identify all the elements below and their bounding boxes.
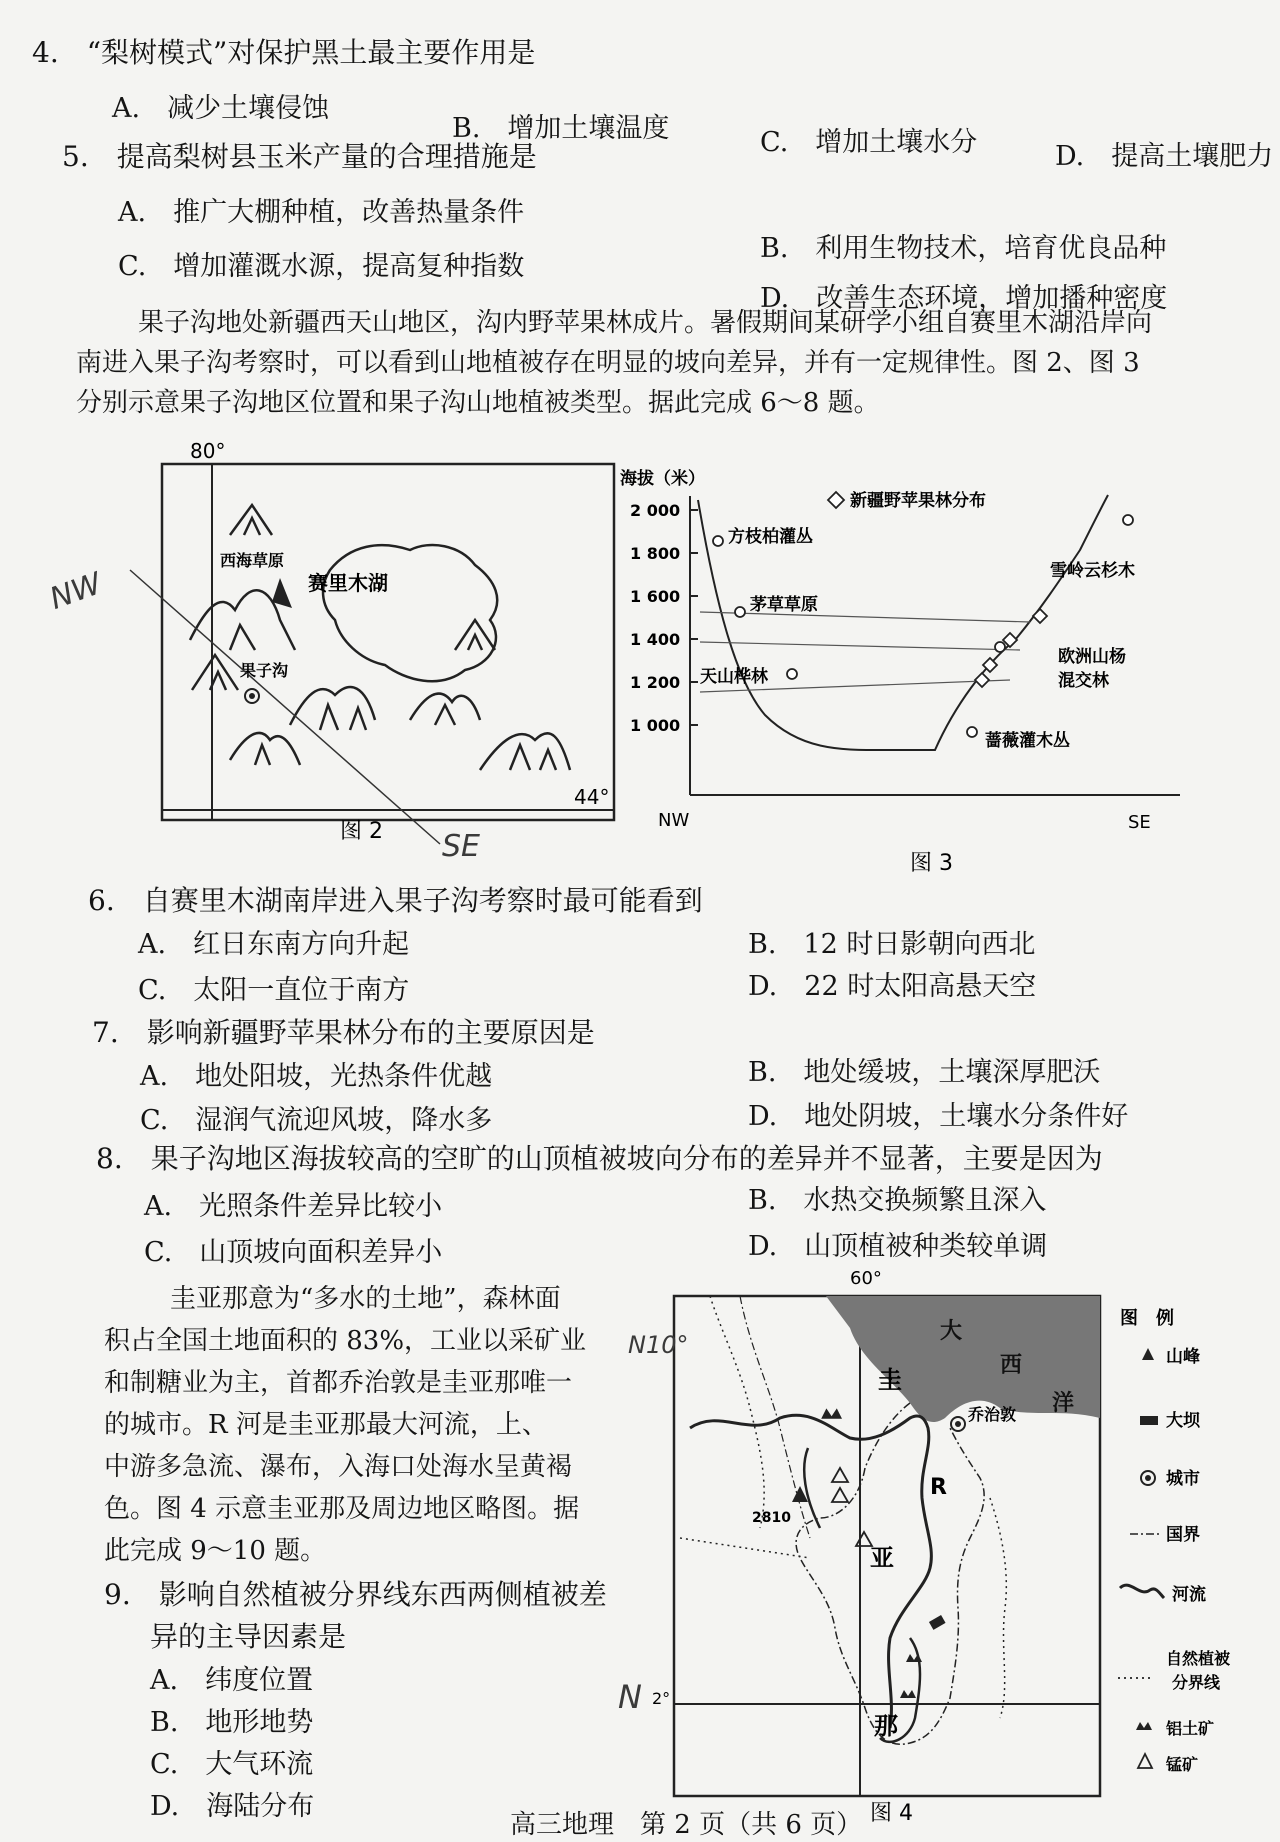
fig3-ytick-label: 1 200	[630, 673, 681, 692]
q9-option-c: C. 大气环流	[150, 1749, 314, 1780]
q6-option-d: D. 22 时太阳高悬天空	[748, 971, 1037, 1002]
q7-stem: 7. 影响新疆野苹果林分布的主要原因是	[92, 1016, 595, 1049]
fig4-legend-city: 城市	[1166, 1469, 1200, 1489]
q4-stem: 4. “梨树模式”对保护黑土最主要作用是	[32, 36, 536, 69]
fig2-arrow	[272, 578, 292, 608]
q7-option-d: D. 地处阴坡，土壤水分条件好	[748, 1101, 1129, 1132]
q4-option-b: B. 增加土壤温度	[452, 113, 670, 144]
q6-stem: 6. 自赛里木湖南岸进入果子沟考察时最可能看到	[88, 884, 703, 917]
intro-9-10-line-3: 和制糖业为主，首都乔治敦是圭亚那唯一	[104, 1368, 573, 1398]
q6-option-b: B. 12 时日影朝向西北	[748, 929, 1036, 960]
fig4-caption: 图 4	[870, 1801, 913, 1826]
fig3-x-right: SE	[1128, 812, 1151, 833]
q8-option-a: A. 光照条件差异比较小	[144, 1191, 443, 1222]
q5-option-a: A. 推广大棚种植，改善热量条件	[118, 197, 525, 228]
intro-9-10-line-1: 圭亚那意为“多水的土地”，森林面	[170, 1284, 561, 1314]
fig4-river-label: R	[930, 1475, 947, 1500]
sayram-lake	[323, 545, 497, 681]
fig4-capital-label: 乔治敦	[968, 1405, 1017, 1424]
fig4-country-3: 那	[874, 1712, 898, 1740]
fig3-label-mixed: 混交林	[1058, 671, 1109, 691]
page-footer: 高三地理 第 2 页（共 6 页）	[510, 1810, 863, 1840]
fig3-label-rose: 蔷薇灌木丛	[985, 731, 1070, 751]
q8-option-b: B. 水热交换频繁且深入	[748, 1185, 1047, 1216]
fig3-ylabel: 海拔（米）	[620, 469, 705, 489]
intro-9-10-line-2: 积占全国土地面积的 83%，工业以采矿业	[104, 1326, 587, 1356]
q4-option-d: D. 提高土壤肥力	[1055, 141, 1274, 172]
q8-option-c: C. 山顶坡向面积差异小	[144, 1237, 443, 1268]
intro-9-10-line-7: 此完成 9～10 题。	[104, 1536, 327, 1566]
fig4-peak-label: 2810	[752, 1510, 791, 1526]
fig2-lake-label: 赛里木湖	[308, 571, 388, 595]
fig3-caption: 图 3	[910, 851, 953, 876]
q7-option-a: A. 地处阳坡，光热条件优越	[140, 1061, 493, 1092]
q5-option-b: B. 利用生物技术，培育优良品种	[760, 233, 1167, 264]
fig3-ytick-label: 1 400	[630, 630, 681, 649]
fig2-latitude-label: 44°	[574, 785, 610, 809]
figure-2-map	[160, 440, 620, 850]
fig4-legend-title: 图 例	[1120, 1308, 1174, 1329]
fig3-label-spruce: 雪岭云杉木	[1050, 561, 1135, 581]
intro-6-8-line-3: 分别示意果子沟地区位置和果子沟山地植被类型。据此完成 6～8 题。	[76, 388, 880, 418]
fig4-river-r	[690, 1415, 931, 1728]
intro-9-10-line-6: 色。图 4 示意圭亚那及周边地区略图。据	[104, 1494, 580, 1524]
fig4-legend-veg-2: 分界线	[1172, 1673, 1221, 1692]
fig4-longitude-label: 60°	[850, 1268, 882, 1289]
fig3-label-meadow: 茅草草原	[750, 595, 818, 615]
fig4-legend-veg-1: 自然植被	[1166, 1649, 1231, 1668]
fig4-legend-border: 国界	[1166, 1525, 1200, 1545]
intro-9-10-line-4: 的城市。R 河是圭亚那最大河流，上、	[104, 1410, 548, 1440]
handwriting-nw: NW	[45, 566, 107, 617]
fig4-country-2: 亚	[870, 1544, 894, 1572]
q9-stem-1: 9. 影响自然植被分界线东西两侧植被差	[104, 1578, 607, 1611]
handwriting-n10: N10°	[628, 1331, 689, 1359]
fig4-legend-bauxite: 铝土矿	[1166, 1719, 1215, 1738]
q7-option-b: B. 地处缓坡，土壤深厚肥沃	[748, 1057, 1101, 1088]
fig3-ytick-label: 1 800	[630, 544, 681, 563]
fig4-legend-dam: 大坝	[1166, 1411, 1200, 1431]
fig4-legend-river: 河流	[1172, 1585, 1206, 1605]
q4-option-a: A. 减少土壤侵蚀	[112, 93, 330, 124]
fig3-ytick-label: 1 000	[630, 716, 681, 735]
fig3-label-aspen: 欧洲山杨	[1058, 647, 1126, 667]
q9-option-a: A. 纬度位置	[150, 1665, 314, 1696]
q9-stem-2: 异的主导因素是	[150, 1620, 347, 1653]
fig2-gully-label: 果子沟	[240, 661, 289, 680]
q7-option-c: C. 湿润气流迎风坡，降水多	[140, 1105, 493, 1136]
q8-stem: 8. 果子沟地区海拔较高的空旷的山顶植被坡向分布的差异并不显著，主要是因为	[96, 1142, 1103, 1175]
q5-stem: 5. 提高梨树县玉米产量的合理措施是	[62, 140, 537, 173]
figure-3-chart	[610, 460, 1210, 880]
fig3-x-left: NW	[658, 810, 690, 831]
fig2-caption: 图 2	[340, 819, 383, 844]
q9-option-d: D. 海陆分布	[150, 1791, 315, 1822]
fig4-country-1: 圭	[878, 1366, 902, 1394]
fig3-label-birch: 天山桦林	[700, 667, 768, 687]
fig4-ocean-2: 西	[1000, 1353, 1023, 1378]
fig2-longitude-label: 80°	[190, 439, 226, 463]
q6-option-a: A. 红日东南方向升起	[138, 929, 410, 960]
q9-option-b: B. 地形地势	[150, 1707, 314, 1738]
fig3-ytick-label: 1 600	[630, 587, 681, 606]
q4-option-c: C. 增加土壤水分	[760, 127, 978, 158]
handwriting-se: SE	[442, 829, 480, 864]
intro-9-10-line-5: 中游多急流、瀑布，入海口处海水呈黄褐	[104, 1452, 573, 1482]
handwriting-n2: N	[618, 1678, 642, 1716]
fig3-legend: 新疆野苹果林分布	[850, 491, 986, 511]
intro-6-8-line-1: 果子沟地处新疆西天山地区，沟内野苹果林成片。暑假期间某研学小组自赛里木湖沿岸向	[138, 308, 1153, 338]
fig3-label-juniper: 方枝柏灌丛	[728, 527, 813, 547]
apple-forest-marker	[975, 673, 989, 687]
fig4-ocean-1: 大	[940, 1319, 963, 1344]
fig4-ocean-3: 洋	[1052, 1391, 1075, 1416]
q5-option-d: D. 改善生态环境，增加播种密度	[760, 283, 1168, 314]
fig4-legend-peak: 山峰	[1166, 1347, 1200, 1367]
apple-forest-marker	[1033, 609, 1047, 623]
intro-6-8-line-2: 南进入果子沟考察时，可以看到山地植被存在明显的坡向差异，并有一定规律性。图 2、图 3	[76, 348, 1140, 378]
fig4-latitude-label: 2°	[652, 1689, 671, 1708]
fig3-ytick-label: 2 000	[630, 501, 681, 520]
fig4-legend-manganese: 锰矿	[1166, 1755, 1199, 1774]
q8-option-d: D. 山顶植被种类较单调	[748, 1231, 1048, 1262]
fig2-grassland-label: 西海草原	[220, 551, 285, 570]
q6-option-c: C. 太阳一直位于南方	[138, 975, 410, 1006]
q5-option-c: C. 增加灌溉水源，提高复种指数	[118, 251, 525, 282]
